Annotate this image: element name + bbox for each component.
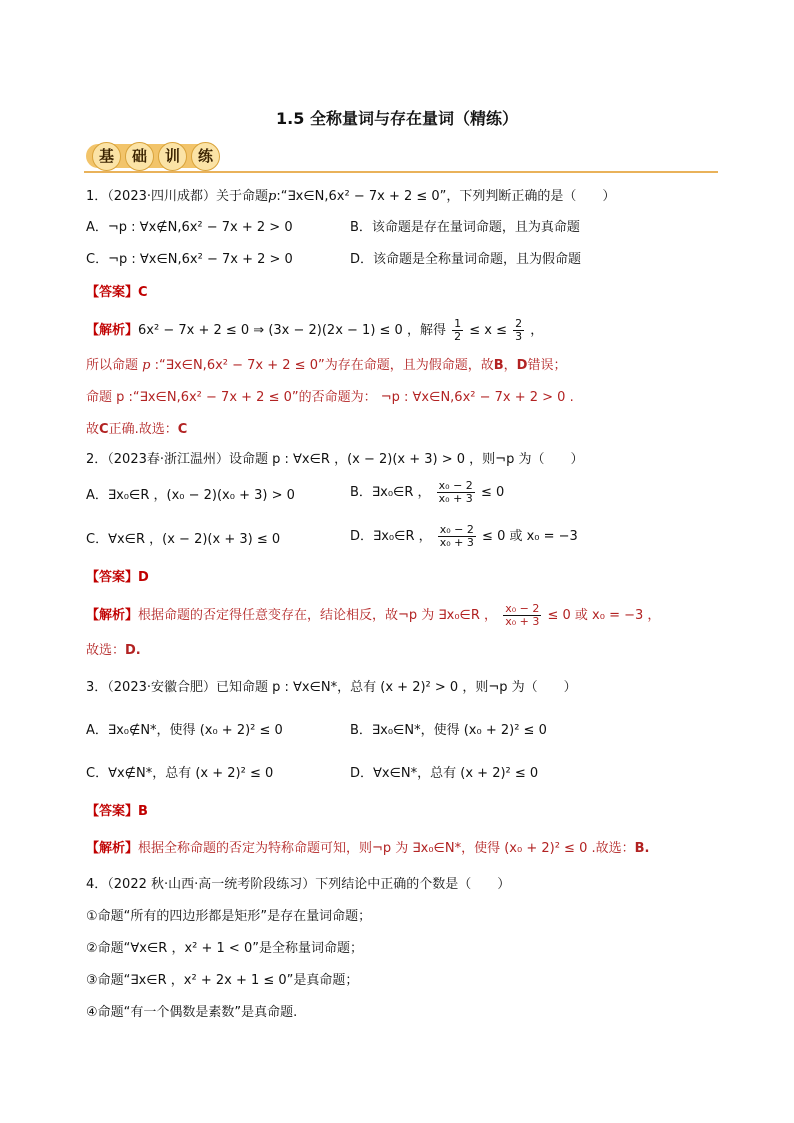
banner-char: 练 xyxy=(191,142,220,171)
q1-analysis-line-3: 命题 p :“∃x∈N,6x² − 7x + 2 ≤ 0”的否命题为： ¬p : ∀x∈N,6x² − 7x + 2 > 0 . xyxy=(86,390,574,405)
q2-answer: 【答案】D xyxy=(86,570,149,585)
q4-statement-4: ④命题“有一个偶数是素数”是真命题. xyxy=(86,1005,298,1020)
banner-char: 础 xyxy=(125,142,154,171)
q2-option-a: A．∃x₀∈R ，(x₀ − 2)(x₀ + 3) > 0 xyxy=(86,488,295,503)
q4-statement-1: ①命题“所有的四边形都是矩形”是存在量词命题； xyxy=(86,909,372,924)
banner-char: 训 xyxy=(158,142,187,171)
section-divider xyxy=(84,171,718,173)
q1-answer: 【答案】C xyxy=(86,285,148,300)
q3-answer: 【答案】B xyxy=(86,804,148,819)
banner-char: 基 xyxy=(92,142,121,171)
q1-analysis-line-4: 故C正确.故选：C xyxy=(86,422,188,437)
q4-statement-3: ③命题“∃x∈R ，x² + 2x + 1 ≤ 0”是真命题； xyxy=(86,973,359,988)
q2-option-d: D．∃x₀∈R ， $\frac{\text{x₀ − 2}}{\text{x₀ + 3}}$ ≤ 0 或 x₀ = −3 xyxy=(350,523,578,549)
fraction: $\frac{2}{3}$ xyxy=(515,317,523,343)
q3-stem: 3．（2023·安徽合肥）已知命题 p : ∀x∈N*，总有 (x + 2)² > 0 ，则¬p 为（ ） xyxy=(86,680,577,695)
page-title: 1.5 全称量词与存在量词（精练） xyxy=(276,109,518,128)
q2-stem: 2．（2023春·浙江温州）设命题 p : ∀x∈R ，(x − 2)(x + 3) > 0 ，则¬p 为（ ） xyxy=(86,452,584,467)
q2-option-b: B．∃x₀∈R ， $\frac{\text{x₀ − 2}}{\text{x₀ + 3}}$ ≤ 0 xyxy=(350,479,505,505)
q1-stem: 1．（2023·四川成都）关于命题p:“∃x∈N,6x² − 7x + 2 ≤ 0”，下列判断正确的是（ ） xyxy=(86,189,616,204)
q1-analysis-line-2: 所以命题 p :“∃x∈N,6x² − 7x + 2 ≤ 0”为存在命题，且为假命题，故B，D错误； xyxy=(86,358,567,373)
q1-analysis-line-1: 【解析】6x² − 7x + 2 ≤ 0 ⇒ (3x − 2)(2x − 1) ≤ 0 ，解得 $\frac{1}{2}$ ≤ x ≤ $\frac{2}{3}$ ， xyxy=(86,317,544,343)
q2-option-c: C．∀x∈R ，(x − 2)(x + 3) ≤ 0 xyxy=(86,532,281,547)
q3-option-c: C．∀x∉N*，总有 (x + 2)² ≤ 0 xyxy=(86,766,274,781)
q2-analysis-line-1: 【解析】根据命题的否定得任意变存在，结论相反，故¬p 为 ∃x₀∈R ， $\frac{\text{x₀ − 2}}{\text{x₀ + 3}}$ ≤ 0 或 x₀ = −3 ， xyxy=(86,602,661,628)
q1-option-c: C．¬p : ∀x∈N,6x² − 7x + 2 > 0 xyxy=(86,252,293,267)
fraction: $\frac{1}{2}$ xyxy=(454,317,462,343)
q1-option-b: B．该命题是存在量词命题，且为真命题 xyxy=(350,220,580,235)
q4-stem: 4．（2022 秋·山西·高一统考阶段练习）下列结论中正确的个数是（ ） xyxy=(86,877,511,892)
q3-option-d: D．∀x∈N*，总有 (x + 2)² ≤ 0 xyxy=(350,766,539,781)
fraction: $\frac{\text{x₀ − 2}}{\text{x₀ + 3}}$ xyxy=(438,479,473,505)
q3-option-b: B．∃x₀∈N*，使得 (x₀ + 2)² ≤ 0 xyxy=(350,723,547,738)
q1-option-a: A．¬p : ∀x∉N,6x² − 7x + 2 > 0 xyxy=(86,220,293,235)
q2-analysis-line-2: 故选：D. xyxy=(86,643,141,658)
q1-option-d: D．该命题是全称量词命题，且为假命题 xyxy=(350,252,582,267)
fraction: $\frac{\text{x₀ − 2}}{\text{x₀ + 3}}$ xyxy=(505,602,540,628)
q4-statement-2: ②命题“∀x∈R ，x² + 1 < 0”是全称量词命题； xyxy=(86,941,363,956)
q3-option-a: A．∃x₀∉N*，使得 (x₀ + 2)² ≤ 0 xyxy=(86,723,283,738)
fraction: $\frac{\text{x₀ − 2}}{\text{x₀ + 3}}$ xyxy=(439,523,474,549)
section-banner xyxy=(86,142,218,170)
q3-analysis: 【解析】根据全称命题的否定为特称命题可知，则¬p 为 ∃x₀∈N*，使得 (x₀ + 2)² ≤ 0 .故选：B. xyxy=(86,841,650,856)
